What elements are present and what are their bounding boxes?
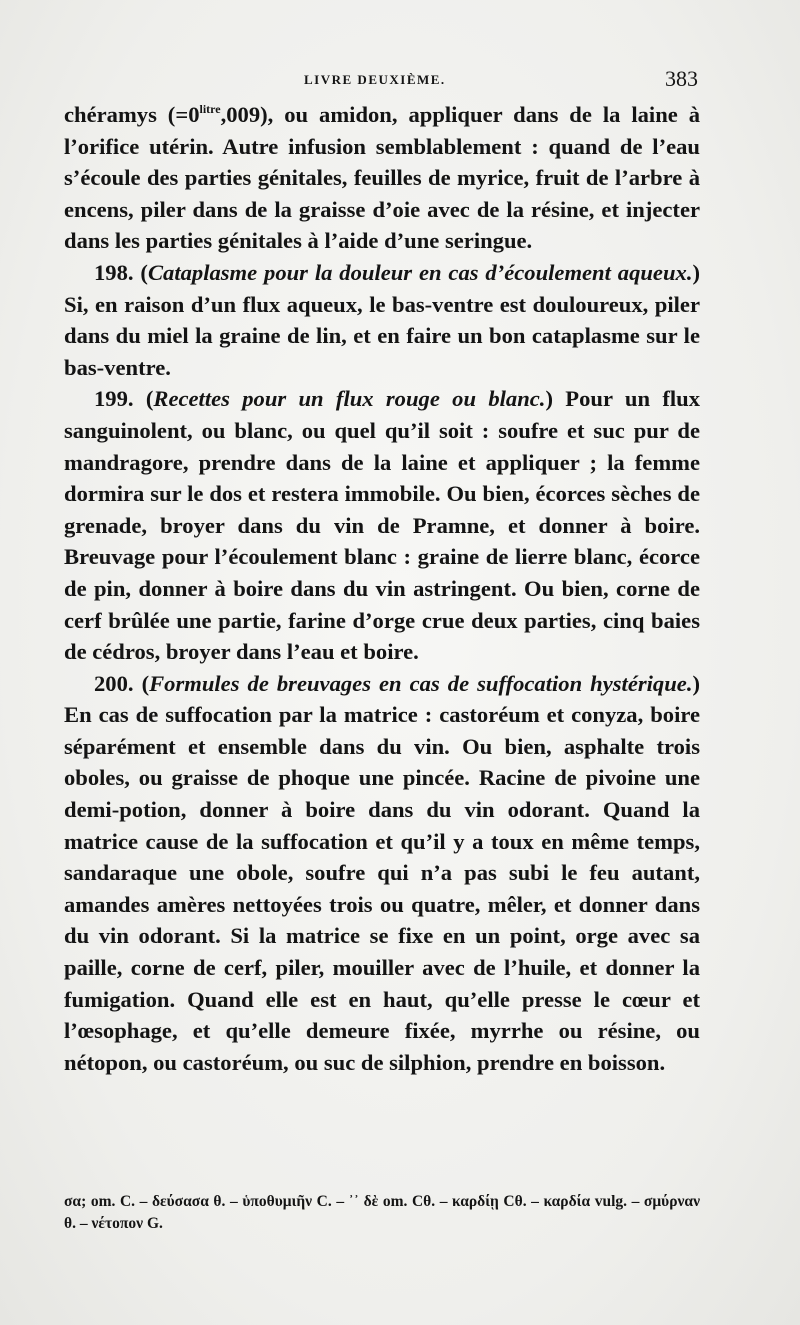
paragraph-text: Pour un flux sanguinolent, ou blanc, ou quel qu’il soit : soufre et suc pur de mandragore, prendre dans de la laine et appliquer ; la femme dormira sur le dos et restera immobile. Ou bien, écorces sèches de grenade, broyer dans du vin de Pramne, et donner à boire. Breuvage pour l’écoulement blanc : graine de lierre blanc, écorce de pin, donner à boire dans du vin astringent. Ou bien, corne de cerf brûlée une partie, farine d’orge crue deux parties, cinq baies de cédros, broyer dans l’eau et boire.: [64, 386, 700, 665]
paragraph-number: 200.: [94, 670, 134, 696]
paragraph-continuation: [64, 99, 700, 257]
paragraph-heading: Formules de breuvages en cas de suffocation hystérique.: [149, 670, 693, 696]
open-paren: (: [140, 259, 148, 285]
paragraph-number: 198.: [94, 259, 134, 285]
paragraph-number: 199.: [94, 386, 134, 412]
paragraph-text: ,009), ou amidon, appliquer dans de la laine à l’orifice utérin. Autre infusion semblablement : quand de l’eau s’écoule des parties génitales, feuilles de myrice, fruit de l’arbre à encens, piler dans de la graisse d’oie avec de la résine, et injecter dans les parties génitales à l’aide d’une seringue.: [64, 102, 701, 254]
footnote-text: σα; om. C. – δεύσασα θ. – ὑποθυμιῆν C. – ᾽᾽ δὲ om. Cθ. – καρδίῃ Cθ. – καρδία vulg. – σμύρναν θ. – νέτοπον G.: [64, 1193, 700, 1232]
paragraph-text: chéramys (=0: [64, 102, 200, 127]
paragraph-200: [64, 668, 700, 1079]
close-paren: ): [545, 386, 553, 412]
paragraph-199: [64, 383, 700, 667]
body-text: [64, 99, 700, 1078]
paragraph-text: En cas de suffocation par la matrice : castoréum et conyza, boire séparément et ensemble dans du vin. Ou bien, asphalte trois oboles, ou graisse de phoque une pincée. Racine de pivoine une demi-potion, donner à boire dans du vin odorant. Quand la matrice cause de la suffocation et qu’il y a toux en même temps, sandaraque une obole, soufre qui n’a pas subi le feu autant, amandes amères nettoyées trois ou quatre, mêler, et donner dans du vin odorant. Si la matrice se fixe en un point, orge avec sa paille, corne de cerf, piler, mouiller avec de l’huile, et donner la fumigation. Quand elle est en haut, qu’elle presse le cœur et l’œsophage, et qu’elle demeure fixée, myrrhe ou résine, ou nétopon, ou castoréum, ou suc de silphion, prendre en boisson.: [64, 702, 700, 1075]
open-paren: (: [145, 386, 154, 412]
page-number: 383: [665, 66, 698, 91]
open-paren: (: [141, 670, 150, 696]
superscript-unit: litre: [199, 102, 221, 116]
paragraph-heading: Recettes pour un flux rouge ou blanc.: [153, 386, 546, 412]
running-head-title: LIVRE DEUXIÈME.: [304, 72, 446, 87]
close-paren: ): [692, 259, 700, 285]
critical-apparatus: [64, 1191, 700, 1235]
running-head: [64, 66, 704, 94]
paragraph-heading: Cataplasme pour la douleur en cas d’écoulement aqueux.: [147, 259, 693, 285]
paragraph-text: Si, en raison d’un flux aqueux, le bas-ventre est douloureux, piler dans du miel la graine de lin, et en faire un bon cataplasme sur le bas-ventre.: [64, 291, 700, 380]
close-paren: ): [692, 670, 700, 696]
paragraph-198: [64, 257, 700, 383]
